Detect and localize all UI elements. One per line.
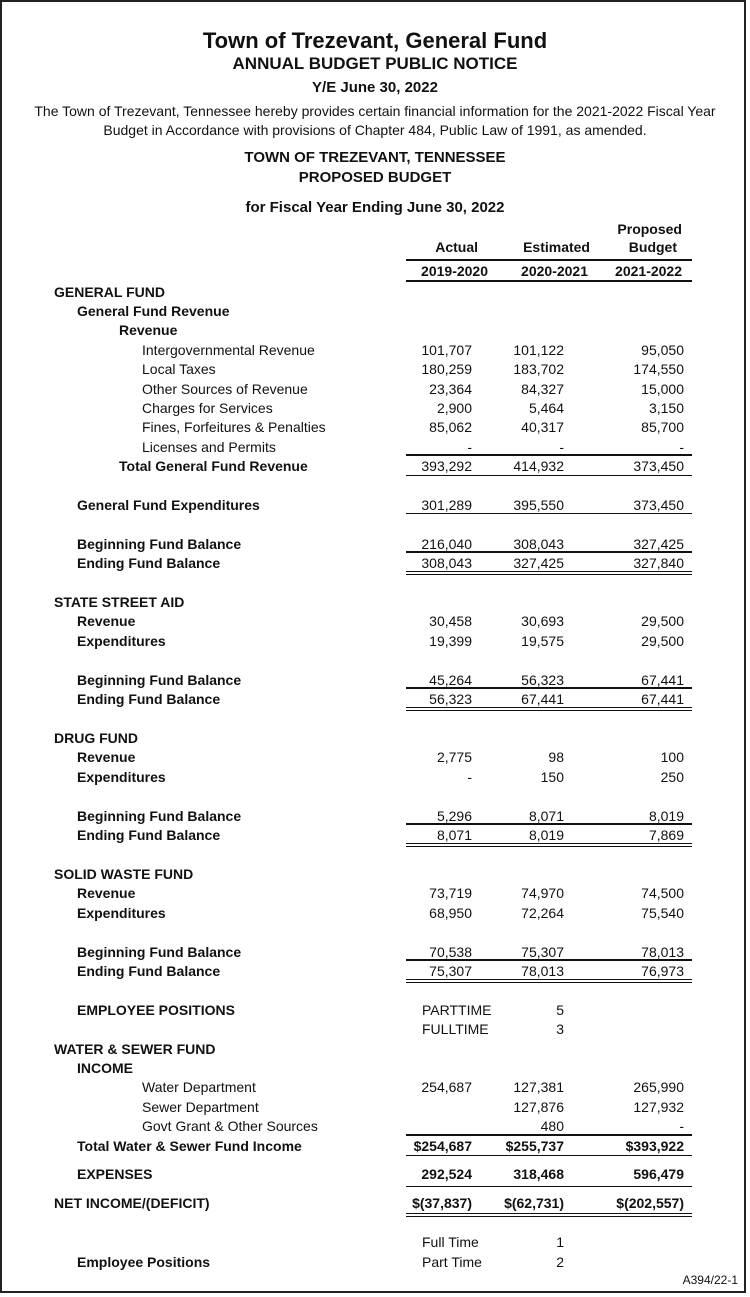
- row-value-2: -: [559, 439, 564, 455]
- row-value-2: 5,464: [528, 400, 564, 416]
- table-rule: [406, 1134, 692, 1136]
- table-row: [2, 321, 748, 340]
- row-label: Total General Fund Revenue: [119, 458, 308, 474]
- col-year-3: 2021-2022: [615, 263, 682, 279]
- table-row: [2, 1137, 748, 1156]
- row-label: STATE STREET AID: [54, 594, 185, 610]
- row-value-1: 30,458: [429, 613, 472, 629]
- row-value-3: 67,441: [641, 672, 684, 688]
- table-rule: [406, 707, 692, 711]
- intro-paragraph: The Town of Trezevant, Tennessee hereby provides certain financial information for the 2021-2022 Fiscal Year Budget in Accordance with provisions of Chapter 484, Public Law of 1991, as amended.: [34, 103, 716, 138]
- row-value-1: 292,524: [421, 1166, 472, 1182]
- table-rule: [406, 1186, 692, 1187]
- position-label: [2, 1253, 748, 1272]
- row-label: Licenses and Permits: [142, 439, 276, 455]
- table-row: [2, 904, 748, 923]
- table-rule: [406, 843, 692, 847]
- row-value-3: 75,540: [641, 905, 684, 921]
- row-value-1: 301,289: [421, 497, 472, 513]
- row-value-2: 318,468: [513, 1166, 564, 1182]
- row-label: Charges for Services: [142, 400, 273, 416]
- position-label-text: Full Time: [422, 1234, 479, 1250]
- footer-code: A394/22-1: [682, 1273, 738, 1287]
- row-value-1: 216,040: [421, 536, 472, 552]
- row-value-1: 70,538: [429, 944, 472, 960]
- table-rule: [406, 1213, 692, 1217]
- row-value-1: 180,259: [421, 361, 472, 377]
- row-label: Ending Fund Balance: [77, 827, 221, 843]
- row-value-2: 72,264: [521, 905, 564, 921]
- row-value-3: 74,500: [641, 885, 684, 901]
- row-value-3: 8,019: [648, 808, 684, 824]
- notice-title: Town of Trezevant, General Fund: [202, 28, 548, 53]
- row-value-3: 76,973: [641, 963, 684, 979]
- table-row: [2, 884, 748, 903]
- table-rule: [406, 475, 692, 476]
- col-header-budget: Budget: [628, 239, 677, 255]
- row-value-1: $254,687: [413, 1138, 472, 1154]
- row-value-1: 2,900: [436, 400, 472, 416]
- col-header-proposed: Proposed: [617, 221, 682, 237]
- row-value-3: 7,869: [648, 827, 684, 843]
- table-rule: [406, 1155, 692, 1156]
- table-row: [2, 1194, 748, 1213]
- row-value-2: 127,381: [513, 1079, 564, 1095]
- table-rule: [406, 979, 692, 983]
- row-value-3: $(202,557): [616, 1195, 684, 1211]
- row-label: Total Water & Sewer Fund Income: [77, 1138, 302, 1154]
- row-label: INCOME: [77, 1060, 133, 1076]
- row-label: Beginning Fund Balance: [77, 672, 242, 688]
- table-rule: [406, 687, 692, 689]
- row-value-1: -: [467, 769, 472, 785]
- row-value-1: 8,071: [436, 827, 472, 843]
- table-rule: [406, 823, 692, 825]
- row-value-3: 3,150: [648, 400, 684, 416]
- row-value-3: 373,450: [633, 497, 684, 513]
- col-year-2: 2020-2021: [521, 263, 588, 279]
- row-value-2: 480: [540, 1118, 564, 1134]
- row-value-2: 127,876: [513, 1099, 564, 1115]
- row-value-2: $255,737: [505, 1138, 564, 1154]
- row-value-3: 596,479: [633, 1166, 684, 1182]
- table-row: [2, 360, 748, 379]
- row-value-1: $(37,837): [412, 1195, 472, 1211]
- row-value-2: 101,122: [513, 342, 564, 358]
- row-label: Revenue: [77, 613, 136, 629]
- row-value-1: 75,307: [429, 963, 472, 979]
- row-label: General Fund Expenditures: [77, 497, 260, 513]
- row-value-2: 67,441: [521, 691, 564, 707]
- row-label: SOLID WASTE FUND: [54, 866, 194, 882]
- table-row: [2, 1040, 748, 1059]
- row-value-3: $393,922: [625, 1138, 684, 1154]
- row-label: Expenditures: [77, 905, 166, 921]
- row-label: Expenditures: [77, 769, 166, 785]
- row-label: Fines, Forfeitures & Penalties: [142, 419, 326, 435]
- table-rule: [406, 551, 692, 553]
- table-row: [2, 768, 748, 787]
- row-value-3: 100: [660, 749, 684, 765]
- table-row: [2, 593, 748, 612]
- row-value-3: -: [679, 439, 684, 455]
- table-rule: [406, 454, 692, 456]
- row-value-1: 73,719: [429, 885, 472, 901]
- row-label: Ending Fund Balance: [77, 691, 221, 707]
- row-value-3: -: [679, 1118, 684, 1134]
- table-row: [2, 612, 748, 631]
- position-label-text: PARTTIME: [422, 1002, 492, 1018]
- fiscal-year-heading: for Fiscal Year Ending June 30, 2022: [245, 199, 505, 216]
- col-header-actual: Actual: [435, 239, 478, 255]
- row-value-1: 23,364: [429, 381, 472, 397]
- table-row: [2, 865, 748, 884]
- row-value-1: 254,687: [421, 1079, 472, 1095]
- row-label: Employee Positions: [77, 1254, 211, 1270]
- row-value-3: 327,425: [633, 536, 684, 552]
- row-value-1: -: [467, 439, 472, 455]
- row-value-2: 30,693: [521, 613, 564, 629]
- header-rule: [406, 259, 692, 261]
- row-value-3: 78,013: [641, 944, 684, 960]
- col-header-estimated: Estimated: [523, 239, 590, 255]
- table-rule: [406, 513, 692, 514]
- table-row: [2, 399, 748, 418]
- table-row: [2, 1059, 748, 1078]
- row-label: Govt Grant & Other Sources: [142, 1118, 318, 1134]
- proposed-budget-heading: PROPOSED BUDGET: [298, 169, 452, 186]
- table-row: [2, 632, 748, 651]
- row-label: DRUG FUND: [54, 730, 138, 746]
- row-value-2: 8,019: [528, 827, 564, 843]
- row-value-2: 414,932: [513, 458, 564, 474]
- table-rule: [406, 959, 692, 961]
- row-label: NET INCOME/(DEFICIT): [54, 1195, 210, 1211]
- row-value-2: 395,550: [513, 497, 564, 513]
- row-label: Intergovernmental Revenue: [142, 342, 315, 358]
- row-value-2: 40,317: [521, 419, 564, 435]
- row-value-3: 327,840: [633, 555, 684, 571]
- row-value-1: 85,062: [429, 419, 472, 435]
- row-label: Ending Fund Balance: [77, 555, 221, 571]
- row-label: Revenue: [77, 749, 136, 765]
- position-label: [2, 1001, 748, 1020]
- row-value-2: 3: [556, 1021, 564, 1037]
- table-row: [2, 283, 748, 302]
- table-row: [2, 729, 748, 748]
- row-value-2: 19,575: [521, 633, 564, 649]
- row-label: Sewer Department: [142, 1099, 259, 1115]
- row-value-3: 250: [660, 769, 684, 785]
- row-value-1: 45,264: [429, 672, 472, 688]
- row-value-2: 56,323: [521, 672, 564, 688]
- row-label: EMPLOYEE POSITIONS: [77, 1002, 235, 1018]
- row-value-1: 19,399: [429, 633, 472, 649]
- town-heading: TOWN OF TREZEVANT, TENNESSEE: [244, 149, 506, 166]
- row-label: WATER & SEWER FUND: [54, 1041, 216, 1057]
- table-row: [2, 1165, 748, 1184]
- row-value-2: 5: [556, 1002, 564, 1018]
- row-value-3: 15,000: [641, 381, 684, 397]
- position-label: [2, 1020, 748, 1039]
- position-label-text: FULLTIME: [422, 1021, 489, 1037]
- year-end: Y/E June 30, 2022: [312, 79, 438, 96]
- position-count: 1: [556, 1234, 564, 1250]
- row-label: EXPENSES: [77, 1166, 153, 1182]
- row-value-2: 74,970: [521, 885, 564, 901]
- row-label: General Fund Revenue: [77, 303, 230, 319]
- row-value-1: 68,950: [429, 905, 472, 921]
- row-label: Beginning Fund Balance: [77, 808, 242, 824]
- row-value-3: 29,500: [641, 633, 684, 649]
- row-value-2: 308,043: [513, 536, 564, 552]
- header-rule-2: [406, 280, 692, 282]
- row-value-1: 308,043: [421, 555, 472, 571]
- row-label: Revenue: [119, 322, 178, 338]
- row-value-1: 56,323: [429, 691, 472, 707]
- row-value-3: 29,500: [641, 613, 684, 629]
- row-value-3: 265,990: [633, 1079, 684, 1095]
- row-value-1: 101,707: [421, 342, 472, 358]
- row-value-2: 2: [556, 1254, 564, 1270]
- row-label: Beginning Fund Balance: [77, 536, 242, 552]
- position-label: [2, 1233, 748, 1252]
- row-value-3: 67,441: [641, 691, 684, 707]
- notice-subtitle: ANNUAL BUDGET PUBLIC NOTICE: [232, 54, 518, 73]
- row-label: Beginning Fund Balance: [77, 944, 242, 960]
- row-value-2: 84,327: [521, 381, 564, 397]
- table-row: [2, 341, 748, 360]
- table-row: [2, 380, 748, 399]
- table-row: [2, 418, 748, 437]
- row-value-3: 85,700: [641, 419, 684, 435]
- table-row: [2, 748, 748, 767]
- row-value-1: 5,296: [436, 808, 472, 824]
- table-row: [2, 1098, 748, 1117]
- row-label: Local Taxes: [142, 361, 216, 377]
- row-label: GENERAL FUND: [54, 284, 165, 300]
- row-value-3: 174,550: [633, 361, 684, 377]
- row-value-2: 150: [540, 769, 564, 785]
- row-value-1: 393,292: [421, 458, 472, 474]
- row-value-1: 2,775: [436, 749, 472, 765]
- row-value-2: $(62,731): [504, 1195, 564, 1211]
- position-label-text: Part Time: [422, 1254, 482, 1270]
- table-row: [2, 457, 748, 476]
- table-row: [2, 1078, 748, 1097]
- row-value-2: 8,071: [528, 808, 564, 824]
- row-value-3: 127,932: [633, 1099, 684, 1115]
- row-label: Ending Fund Balance: [77, 963, 221, 979]
- row-label: Water Department: [142, 1079, 256, 1095]
- table-rule: [406, 571, 692, 575]
- row-label: Expenditures: [77, 633, 166, 649]
- row-value-2: 327,425: [513, 555, 564, 571]
- row-value-3: 373,450: [633, 458, 684, 474]
- row-label: Other Sources of Revenue: [142, 381, 308, 397]
- row-value-2: 78,013: [521, 963, 564, 979]
- row-value-2: 75,307: [521, 944, 564, 960]
- row-value-3: 95,050: [641, 342, 684, 358]
- row-value-2: 183,702: [513, 361, 564, 377]
- col-year-1: 2019-2020: [421, 263, 488, 279]
- row-value-2: 98: [548, 749, 564, 765]
- table-row: [2, 302, 748, 321]
- row-label: Revenue: [77, 885, 136, 901]
